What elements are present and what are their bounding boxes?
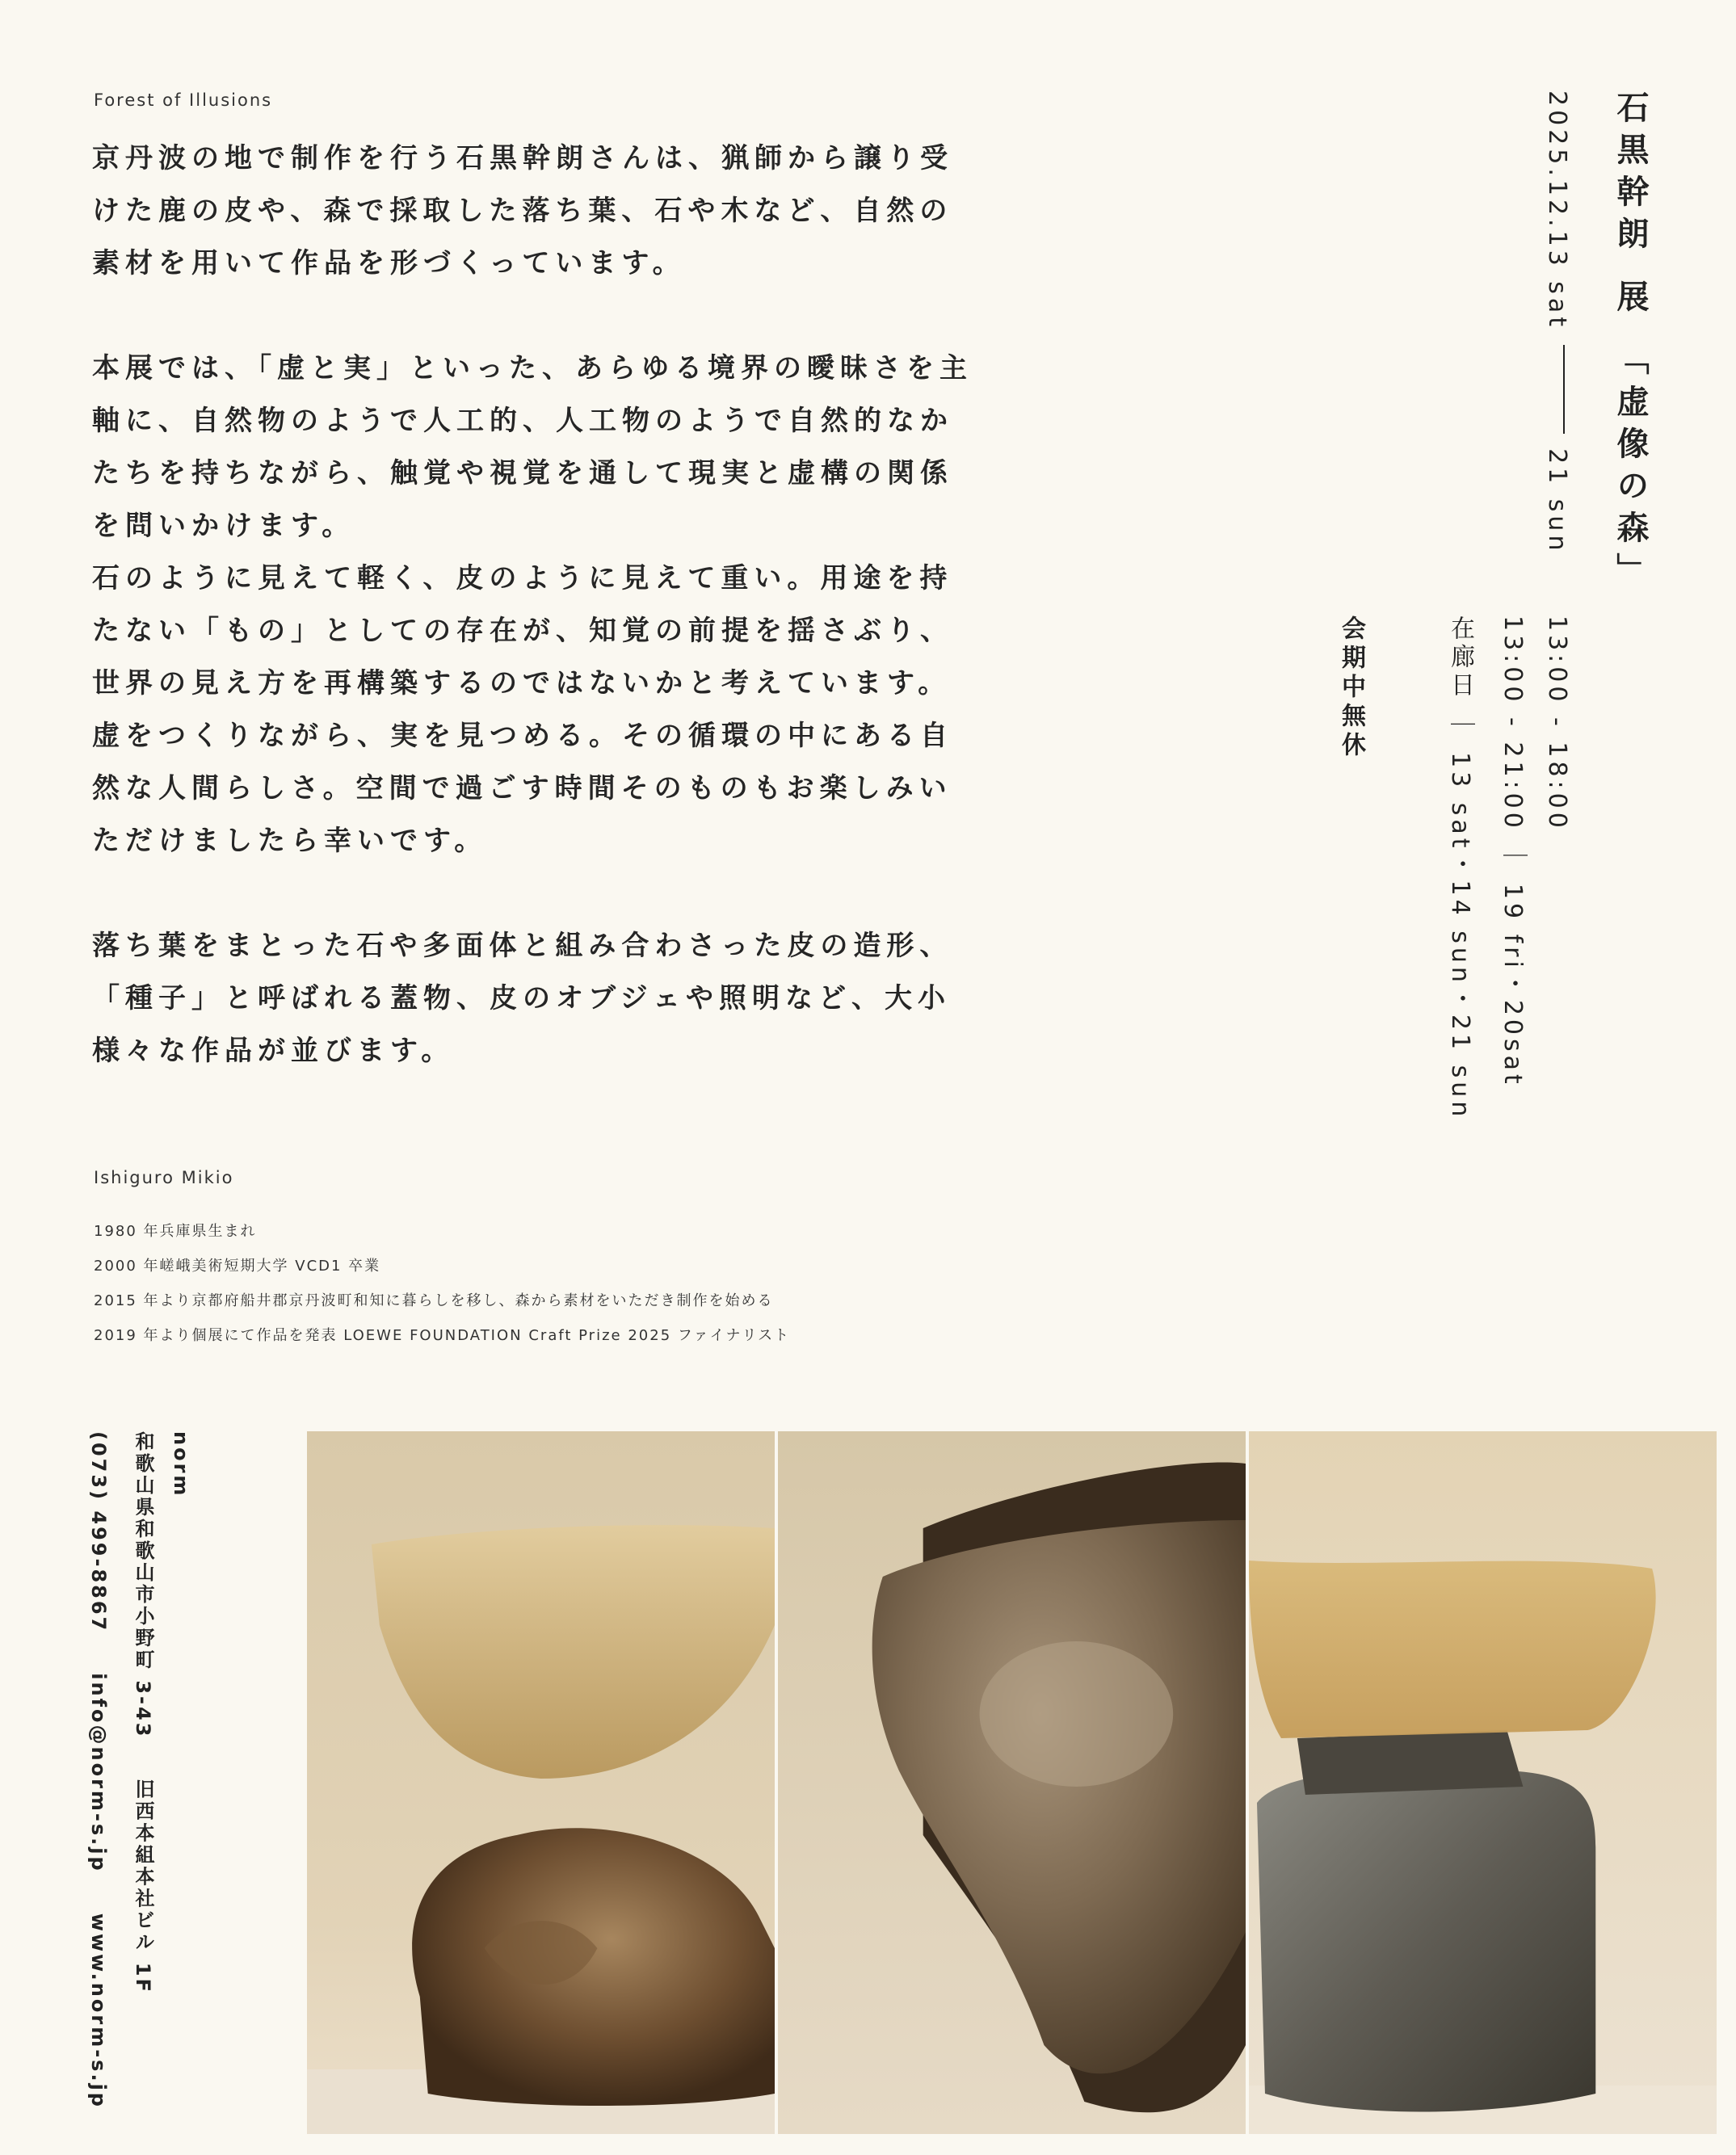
date-separator <box>1563 345 1565 434</box>
intro-paragraph: 本展では、「虚と実」といった、あらゆる境界の曖昧さを主軸に、自然物のようで人工的、人工物のようで自然的なかたちを持ちながら、触覚や視覚を通して現実と虚構の関係を問いかけます。 <box>92 352 973 542</box>
bio-line: 2000 年嵯峨美術短期大学 VCD1 卒業 <box>94 1258 381 1275</box>
artwork-photo <box>307 1431 775 2134</box>
venue-name: norm <box>170 1431 192 1498</box>
intro-paragraph: 虚をつくりながら、実を見つめる。その循環の中にある自然な人間らしさ。空間で過ごす時間そのものもお楽しみいただけましたら幸いです。 <box>92 720 953 857</box>
bio-line: 1980 年兵庫県生まれ <box>94 1223 257 1240</box>
artwork-photo-strip <box>307 1431 1717 2134</box>
extended-hours: 13:00 - 21:00 ｜ 19 fri・20sat <box>1499 615 1527 1088</box>
bio-line: 2015 年より京都府船井郡京丹波町和知に暮らしを移し、森から素材をいただき制作を始める <box>94 1292 774 1309</box>
website-link[interactable]: www.norm-s.jp <box>87 1913 110 2109</box>
eyebrow-label: Forest of Illusions <box>94 90 273 110</box>
artist-bio <box>94 1214 790 1353</box>
intro-text <box>92 132 973 1078</box>
artist-onsite-days: 在廊日 ｜ 13 sat・14 sun・21 sun <box>1446 615 1474 1121</box>
artwork-photo <box>1249 1431 1717 2134</box>
phone-number: (073) 499-8867 <box>87 1431 110 1633</box>
artwork-photo <box>778 1431 1246 2134</box>
date-end: 21 sun <box>1543 448 1571 555</box>
intro-paragraph: 落ち葉をまとった石や多面体と組み合わさった皮の造形、「種子」と呼ばれる蓋物、皮のオブジェや照明など、大小様々な作品が並びます。 <box>92 930 953 1067</box>
building-line: 旧西本組本社ビル 1F <box>132 1779 154 1994</box>
venue-contact <box>87 1431 110 2109</box>
address-line: 和歌山県和歌山市小野町 3-43 <box>132 1431 154 1739</box>
exhibition-title: 石黒幹朗 展 「虚像の森」 <box>1612 90 1649 594</box>
exhibition-dates <box>1543 90 1571 554</box>
artist-name: Ishiguro Mikio <box>94 1168 234 1187</box>
intro-paragraph: 京丹波の地で制作を行う石黒幹朗さんは、猟師から譲り受けた鹿の皮や、森で採取した落ち葉、石や木など、自然の素材を用いて作品を形づくっています。 <box>92 142 953 279</box>
opening-hours: 13:00 - 18:00 <box>1543 615 1571 832</box>
no-closing-days: 会期中無休 <box>1337 615 1365 761</box>
venue-address <box>129 1431 158 1994</box>
intro-paragraph: 石のように見えて軽く、皮のように見えて重い。用途を持たない「もの」としての存在が、知覚の前提を揺さぶり、世界の見え方を再構築するのではないかと考えています。 <box>92 562 953 699</box>
email-link[interactable]: info@norm-s.jp <box>87 1673 110 1873</box>
date-start: 2025.12.13 sat <box>1543 90 1571 331</box>
bio-line: 2019 年より個展にて作品を発表 LOEWE FOUNDATION Craft Prize 2025 ファイナリスト <box>94 1327 791 1344</box>
